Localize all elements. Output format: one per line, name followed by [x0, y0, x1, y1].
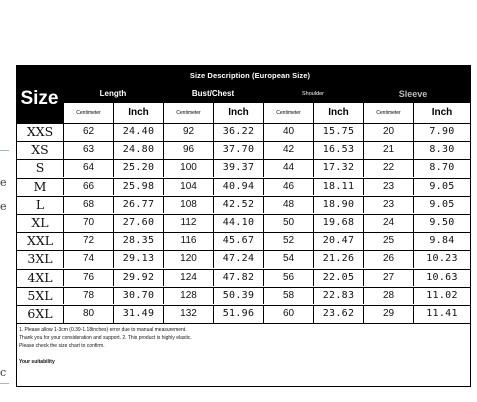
cell-bust-cm: 96	[163, 142, 213, 159]
cell-length-cm: 68	[63, 197, 113, 214]
size-chart-header	[17, 66, 470, 123]
cell-length-in: 24.80	[113, 142, 163, 159]
cell-sleeve-cm: 29	[363, 306, 413, 323]
table-row	[17, 287, 470, 305]
cell-shoulder-in: 15.75	[313, 124, 363, 141]
cell-length-in: 29.92	[113, 270, 163, 287]
cell-size: XXL	[26, 233, 54, 249]
cell-size: 4XL	[27, 269, 53, 285]
sleeve-cm-header: Centimeter	[363, 103, 413, 123]
cell-sleeve-cm: 27	[363, 270, 413, 287]
cell-shoulder-in: 23.62	[313, 306, 363, 323]
cell-length-in: 26.77	[113, 197, 163, 214]
cell-sleeve-in: 11.02	[413, 288, 470, 305]
cell-length-in: 31.49	[113, 306, 163, 323]
length-header: Length	[99, 89, 127, 98]
cell-size: XXS	[26, 124, 54, 139]
side-divider	[0, 150, 9, 151]
cell-shoulder-cm: 40	[263, 124, 313, 141]
cell-length-cm: 66	[63, 179, 113, 196]
cell-sleeve-in: 8.70	[413, 160, 470, 177]
cell-bust-cm: 128	[163, 288, 213, 305]
cell-length-in: 24.40	[113, 124, 163, 141]
table-row	[17, 178, 470, 196]
suitability-label: Your suitability	[19, 359, 55, 365]
cell-shoulder-cm: 46	[263, 179, 313, 196]
length-cm-header: Centimeter	[63, 103, 113, 123]
cell-length-cm: 70	[63, 215, 113, 232]
side-mark-1: e	[0, 176, 7, 189]
cell-sleeve-in: 8.30	[413, 142, 470, 159]
side-mark-3: c	[0, 366, 7, 379]
note-line-1: 1. Please allow 1-3cm (0.39-1.18inches) error due to manual measurement.	[19, 327, 187, 333]
bust-in-header: Inch	[213, 103, 263, 123]
table-row	[17, 305, 470, 323]
cell-bust-in: 47.24	[213, 251, 263, 268]
table-row	[17, 196, 470, 214]
shoulder-header: Shoulder	[301, 91, 325, 97]
cell-sleeve-in: 9.50	[413, 215, 470, 232]
cell-sleeve-cm: 24	[363, 215, 413, 232]
cell-sleeve-in: 11.41	[413, 306, 470, 323]
cell-length-in: 29.13	[113, 251, 163, 268]
cell-sleeve-cm: 28	[363, 288, 413, 305]
cell-bust-cm: 108	[163, 197, 213, 214]
cell-sleeve-in: 7.90	[413, 124, 470, 141]
cell-shoulder-in: 18.11	[313, 179, 363, 196]
cell-bust-cm: 120	[163, 251, 213, 268]
side-divider	[0, 383, 9, 384]
chart-title: Size Description (European Size)	[189, 71, 311, 80]
cell-length-cm: 74	[63, 251, 113, 268]
cell-shoulder-cm: 48	[263, 197, 313, 214]
cell-sleeve-cm: 20	[363, 124, 413, 141]
cell-length-in: 25.98	[113, 179, 163, 196]
cell-size: 3XL	[27, 251, 53, 267]
sleeve-header: Sleeve	[398, 89, 428, 99]
cell-bust-in: 39.37	[213, 160, 263, 177]
cell-shoulder-in: 16.53	[313, 142, 363, 159]
cell-shoulder-cm: 58	[263, 288, 313, 305]
cell-bust-cm: 112	[163, 215, 213, 232]
cell-size: XL	[31, 215, 49, 230]
cell-size: L	[35, 196, 45, 212]
notes-box	[17, 323, 470, 386]
note-line-3: Please check the size chart to confirm.	[19, 343, 105, 349]
cell-sleeve-in: 9.05	[413, 179, 470, 196]
cell-bust-cm: 100	[163, 160, 213, 177]
note-line-2: Thank you for your consideration and support. 2. This product is highly elastic.	[19, 335, 192, 341]
cell-length-in: 25.20	[113, 160, 163, 177]
cell-shoulder-cm: 44	[263, 160, 313, 177]
bust-header: Bust/Chest	[191, 89, 235, 98]
bust-cm-header: Centimeter	[163, 103, 213, 123]
cell-length-cm: 76	[63, 270, 113, 287]
size-column-header: Size	[20, 88, 59, 109]
shoulder-in-header: Inch	[313, 103, 363, 123]
cell-bust-in: 45.67	[213, 233, 263, 250]
cell-bust-cm: 104	[163, 179, 213, 196]
cell-shoulder-cm: 52	[263, 233, 313, 250]
cell-bust-cm: 92	[163, 124, 213, 141]
cell-sleeve-in: 10.23	[413, 251, 470, 268]
cell-sleeve-cm: 26	[363, 251, 413, 268]
table-row	[17, 123, 470, 141]
cell-shoulder-cm: 54	[263, 251, 313, 268]
cell-shoulder-in: 17.32	[313, 160, 363, 177]
cell-shoulder-cm: 50	[263, 215, 313, 232]
table-row	[17, 159, 470, 177]
cell-bust-cm: 132	[163, 306, 213, 323]
cell-length-cm: 62	[63, 124, 113, 141]
shoulder-cm-header: Centimeter	[263, 103, 313, 123]
cell-size: XS	[31, 142, 49, 158]
table-row	[17, 141, 470, 159]
table-row	[17, 214, 470, 232]
cell-size: S	[35, 160, 45, 176]
cell-bust-cm: 116	[163, 233, 213, 250]
cell-size: 5XL	[27, 287, 53, 303]
cell-bust-in: 36.22	[213, 124, 263, 141]
cell-shoulder-in: 22.05	[313, 270, 363, 287]
cell-shoulder-in: 21.26	[313, 251, 363, 268]
table-row	[17, 250, 470, 268]
cell-length-cm: 64	[63, 160, 113, 177]
cell-bust-in: 51.96	[213, 306, 263, 323]
cell-shoulder-cm: 60	[263, 306, 313, 323]
cell-bust-in: 40.94	[213, 179, 263, 196]
cell-length-cm: 80	[63, 306, 113, 323]
cell-bust-in: 44.10	[213, 215, 263, 232]
cell-bust-cm: 124	[163, 270, 213, 287]
cell-shoulder-in: 20.47	[313, 233, 363, 250]
cell-length-in: 27.60	[113, 215, 163, 232]
cell-sleeve-cm: 22	[363, 160, 413, 177]
sleeve-in-header: Inch	[413, 103, 470, 123]
cell-sleeve-cm: 21	[363, 142, 413, 159]
cell-shoulder-in: 19.68	[313, 215, 363, 232]
cell-sleeve-cm: 23	[363, 197, 413, 214]
cell-sleeve-in: 10.63	[413, 270, 470, 287]
table-row	[17, 269, 470, 287]
cell-length-in: 28.35	[113, 233, 163, 250]
cell-length-cm: 78	[63, 288, 113, 305]
unit-header-row	[63, 103, 470, 123]
size-chart	[16, 65, 471, 387]
cell-sleeve-in: 9.05	[413, 197, 470, 214]
cell-size: M	[33, 178, 47, 194]
cell-sleeve-cm: 25	[363, 233, 413, 250]
cell-bust-in: 37.70	[213, 142, 263, 159]
length-in-header: Inch	[113, 103, 163, 123]
cell-length-cm: 63	[63, 142, 113, 159]
cell-shoulder-in: 18.90	[313, 197, 363, 214]
table-row	[17, 232, 470, 250]
cell-bust-in: 50.39	[213, 288, 263, 305]
cell-bust-in: 47.82	[213, 270, 263, 287]
cell-size: 6XL	[27, 306, 53, 321]
cell-bust-in: 42.52	[213, 197, 263, 214]
cell-length-in: 30.70	[113, 288, 163, 305]
cell-sleeve-in: 9.84	[413, 233, 470, 250]
cell-sleeve-cm: 23	[363, 179, 413, 196]
side-mark-2: e	[0, 200, 7, 213]
cell-shoulder-cm: 56	[263, 270, 313, 287]
cell-length-cm: 72	[63, 233, 113, 250]
cell-shoulder-in: 22.83	[313, 288, 363, 305]
cell-shoulder-cm: 42	[263, 142, 313, 159]
